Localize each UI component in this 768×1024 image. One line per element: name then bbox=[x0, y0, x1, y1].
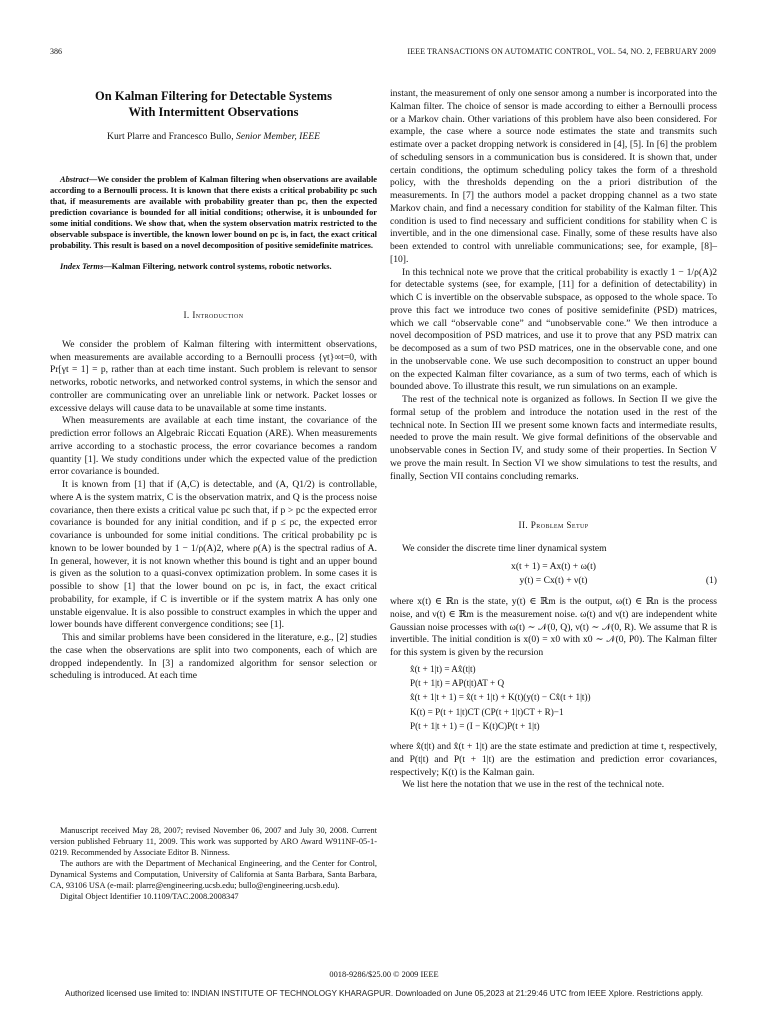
paragraph: In this technical note we prove that the critical probability is exactly 1 − 1/ρ(A)2 for detectable systems (see, for example, [11] for a definition of detectability) in which C is invertible on the observable subspace, as opposed to the whole space. To prove this fact we introduce two cones of positive semidefinite (PSD) matrices, which we call “observable cone” and “unobservable cone.” We then introduce a novel decomposition of PSD matrices, and use it to prove that any PSD matrix can be decomposed as a sum of two PSD matrices, one in the observable cone, and one in the unobservable cone. We use such decomposition to construct an upper bound on the expected Kalman filter covariance, as a sum of two terms, each of which is bounded above. To illustrate this result, we run simulations on an example. bbox=[390, 266, 717, 393]
paragraph: We consider the discrete time liner dynamical system bbox=[402, 543, 607, 555]
paper-title: On Kalman Filtering for Detectable Systems With Intermittent Observations bbox=[95, 89, 332, 120]
paragraph: This and similar problems have been considered in the literature, e.g., [2] studies the case when the observations are split into two components, each of which are dropped independently. In [3] a randomized algorithm for sensor selection or scheduling is introduced. At each time bbox=[50, 632, 377, 682]
equation-1 bbox=[390, 560, 717, 588]
running-header: IEEE TRANSACTIONS ON AUTOMATIC CONTROL, VOL. 54, NO. 2, FEBRUARY 2009 bbox=[407, 47, 716, 56]
recursion-line: K(t) = P(t + 1|t)CT (CP(t + 1|t)CT + R)−1 bbox=[410, 706, 564, 717]
equation-output: y(t) = Cx(t) + ν(t) bbox=[519, 575, 588, 587]
left-column bbox=[50, 88, 377, 683]
license-notice: Authorized licensed use limited to: INDIAN INSTITUTE OF TECHNOLOGY KHARAGPUR. Downloaded on June 05,2023 at 21:29:46 UTC from IEEE Xplore. Restrictions apply. bbox=[65, 989, 703, 998]
paragraph: where x̂(t|t) and x̂(t + 1|t) are the state estimate and prediction at time t, respectively, and P(t|t) and P(t + 1|t) are the estimation and prediction error covariances, respectively; K(t) is the Kalman gain. bbox=[390, 741, 717, 778]
paragraph: where x(t) ∈ ℝn is the state, y(t) ∈ ℝm is the output, ω(t) ∈ ℝn is the process noise, and ν(t) ∈ ℝm is the measurement noise. ω(t) and ν(t) are independent white Gaussian noise processes with ω(t) ∼ 𝒩(0, Q), ν(t) ∼ 𝒩(0, R). We assume that R is invertible. The initial condition is x(0) = x0 with x0 ∼ 𝒩(0, P0). The Kalman filter for this system is given by the recursion bbox=[390, 596, 717, 659]
abstract: Abstract—We consider the problem of Kalman filtering when observations are available according to a Bernoulli process. It is known that there exists a critical probability pc such that, if measurements are available with probability greater than pc, then the expected prediction covariance is bounded for all initial conditions; otherwise, it is unbounded for some initial conditions. We show that, when the system observation matrix restricted to the observable subspace is invertible, the known lower bound on pc is, in fact, the exact critical probability. This result is based on a novel decomposition of positive semidefinite matrices. bbox=[50, 175, 377, 250]
footnote bbox=[50, 826, 377, 902]
section-heading-problem-setup: II. Problem Setup bbox=[518, 520, 589, 531]
section-heading-introduction: I. Introduction bbox=[183, 309, 244, 320]
paragraph: It is known from [1] that if (A,C) is detectable, and (A, Q1/2) is controllable, where A is the system matrix, C is the observation matrix, and Q is the process noise covariance, then there exists a critical value pc such that, if p > pc the expected error covariance is bounded for any initial condition, and if p ≤ pc, the expected error covariance is unbounded for some initial conditions. The critical probability pc is known to be lower bounded by 1 − 1/ρ(A)2, where ρ(A) is the spectral radius of A. In general, however, it is not known whether this bound is tight and an upper bound is given as the solution to a quasi-convex optimization problem. In some cases it is possible to show [1] that the lower bound on pc is, in fact, the exact critical probability, for example, if C is invertible or if the system matrix A has only one unstable eigenvalue. It is also possible to construct examples in which the upper and lower bounds have different convergence conditions; see [1]. bbox=[50, 479, 377, 631]
page-number: 386 bbox=[50, 47, 62, 56]
paragraph: We consider the problem of Kalman filtering with intermittent observations, when measurements are available according to a Bernoulli process {γt}∞t=0, with Pr[γt = 1] = p, rather than at each time instant. Such problem is relevant to sensor networks, robotic networks, and networked control systems, in which the sensor and controller are communicating over an unreliable link or network. Packet losses or excessive delays will cause data to be unavailable at some time instants. bbox=[50, 338, 377, 414]
paragraph: When measurements are available at each time instant, the covariance of the prediction error follows an Algebraic Riccati Equation (ARE). When measurements arrive according to a stochastic process, the error covariance becomes a random quantity [1]. We study conditions under which the expected value of the prediction error covariance is bounded. bbox=[50, 415, 377, 478]
kalman-recursion bbox=[410, 662, 717, 733]
footnote-doi: Digital Object Identifier 10.1109/TAC.2008.2008347 bbox=[60, 891, 239, 901]
right-column bbox=[390, 88, 717, 792]
recursion-line: x̂(t + 1|t + 1) = x̂(t + 1|t) + K(t)(y(t) − Cx̂(t + 1|t)) bbox=[410, 692, 591, 703]
recursion-line: P(t + 1|t) = AP(t|t)AT + Q bbox=[410, 678, 505, 689]
paragraph: We list here the notation that we use in the rest of the technical note. bbox=[402, 779, 665, 791]
recursion-line: x̂(t + 1|t) = Ax̂(t|t) bbox=[410, 663, 476, 674]
copyright-line: 0018-9286/$25.00 © 2009 IEEE bbox=[329, 970, 439, 979]
footnote-manuscript: Manuscript received May 28, 2007; revised November 06, 2007 and July 30, 2008. Current version published February 11, 2009. This work was supported by ARO Award W911NF-05-1-0219. Recommended by Associate Editor B. Ninness. bbox=[50, 826, 377, 857]
equation-number: (1) bbox=[705, 575, 717, 587]
index-terms: Index Terms—Kalman Filtering, network control systems, robotic networks. bbox=[60, 261, 332, 271]
equation-state: x(t + 1) = Ax(t) + ω(t) bbox=[511, 561, 596, 573]
paragraph: instant, the measurement of only one sensor among a number is incorporated into the Kalman filter. The choice of sensor is made according to either a Bernoulli process or a Markov chain. Other variations of this problem have also been considered. For example, the case where a source node estimates the state and transmits such estimate over a packet dropping network is considered in [4], [5]. In [6] the problem of scheduling sensors in a communication bus is considered. It is shown that, under certain conditions, the optimum scheduling policy takes the form of a threshold policy, with the thresholds depending on the a priori distribution of the measurements. In [7] the authors model a packet dropping channel as a two state Markov chain, and find a necessary condition for stability of the Kalman filter. This condition is used to find necessary and sufficient conditions for stability when C is invertible, and in the one dimensional case. Finally, some of these results have also been extended to control with unreliable communications; see, for example, [8]–[10]. bbox=[390, 88, 717, 265]
author-line: Kurt Plarre and Francesco Bullo, Senior Member, IEEE bbox=[107, 130, 320, 142]
recursion-line: P(t + 1|t + 1) = (I − K(t)C)P(t + 1|t) bbox=[410, 720, 540, 731]
paragraph: The rest of the technical note is organized as follows. In Section II we give the formal setup of the problem and introduce the notation used in the rest of the technical note. In Section III we present some known facts and intermediate results, needed to prove the main result. We give formal definitions of the observable and unobservable cones in Section IV, and study some of their properties. In Section V we prove the main result. In Section VI we show simulations to test the results, and finally, Section VII contains concluding remarks. bbox=[390, 394, 717, 482]
footnote-affiliation: The authors are with the Department of Mechanical Engineering, and the Center for Control, Dynamical Systems and Computation, University of California at Santa Barbara, Santa Barbara, CA, 93106 USA (e-mail: plarre@engineering.ucsb.edu; bullo@engineering.ucsb.edu). bbox=[50, 858, 377, 890]
